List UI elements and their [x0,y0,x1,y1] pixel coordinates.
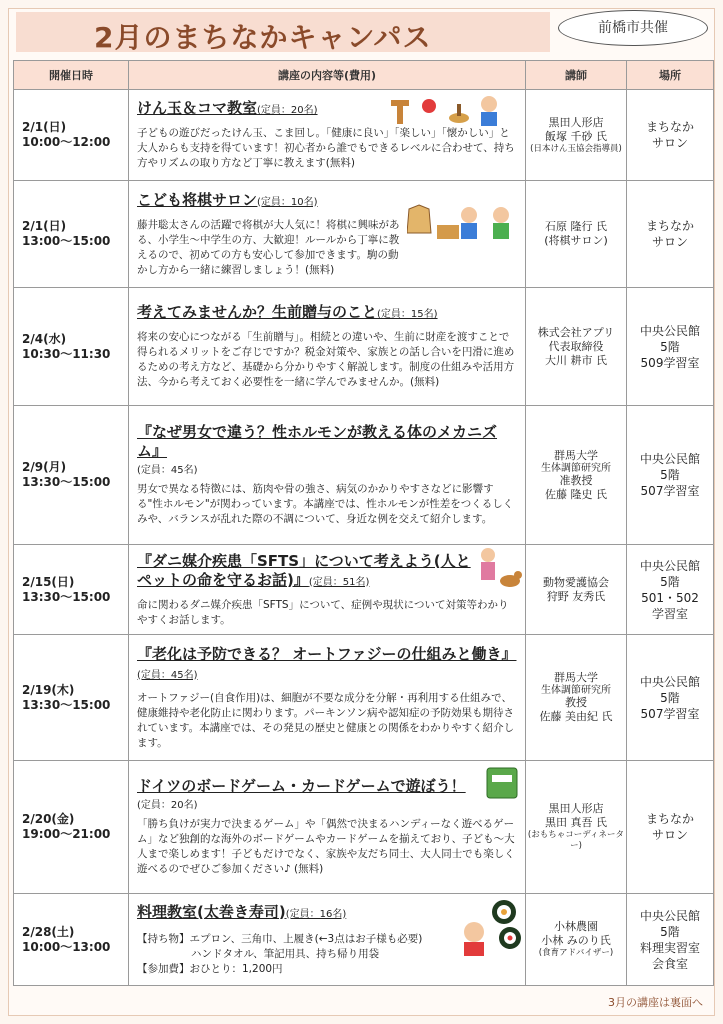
table-row [14,545,714,635]
date: 2/28(土) [22,924,75,939]
table-row [14,90,714,181]
course-fee: 【参加費】おひとり：1,200円 [137,962,283,975]
venue-line: 会食室 [651,956,688,971]
capacity: (定員：45名) [137,465,198,476]
venue-line: 507学習室 [640,706,700,721]
lecturer-name: 佐藤 隆史 氏 [545,487,607,501]
venue-line: サロン [651,828,688,842]
lecturer-org: (将棋サロン) [544,234,608,247]
course-description: 「勝ち負けが実力で決まるゲーム」や「偶然で決まるハンディーなく遊べるゲーム」など独創的な海外のボードゲームやカードゲームを揃えており、子ども〜大人まで楽しめます！子どもだけでなく、家族や友だち同士、大人同士でも楽しく遊べるのでぜひご参加ください♪ (無料) [137,818,515,875]
venue-cell [627,181,714,288]
date-cell [14,288,129,406]
lecturer-name: 狩野 友秀氏 [546,589,606,603]
lecturer-org: 黒田人形店 [548,115,604,129]
course-title: 料理教室(太巻き寿司) [137,902,286,921]
date: 2/19(木) [22,682,75,697]
sponsor-bubble: 前橋市共催 [558,10,708,46]
lecturer-cell [526,288,627,406]
course-description: 将来の安心につながる「生前贈与」。相続との違いや、生前に財産を渡すことで得られるメリットをご存じですか？税金対策や、家族との話し合いを円滑に進めるための考え方など、基礎から分かりやすく解説します。制度の仕組みや活用方法、今から考えておく必要性を一緒に学んでみませんか。(無料) [137,331,515,388]
lecturer-cell [526,181,627,288]
venue-line: 中央公民館 [639,908,700,923]
venue-cell [627,406,714,545]
venue-line: 501・502 [641,590,699,605]
venue-line: 料理実習室 [639,940,700,955]
venue-line: 5階 [660,574,680,589]
lecturer-name: 大川 耕市 氏 [545,353,607,367]
lecturer-cell [526,406,627,545]
venue-line: サロン [651,235,688,249]
lecturer-role: (日本けん玉協会指導員) [530,143,622,154]
content-cell [129,181,526,288]
lecturer-name: 飯塚 千砂 氏 [545,129,607,143]
content-cell [129,761,526,894]
venue-line: まちなか [645,120,694,134]
table-row [14,288,714,406]
venue-line: 中央公民館 [639,558,700,573]
course-description: ハンドタオル、筆記用具、持ち帰り用袋 [191,947,380,960]
venue-cell [627,90,714,181]
venue-line: 中央公民館 [639,674,700,689]
course-title: 『老化は予防できる？ オートファジーの仕組みと働き』 [137,644,517,663]
course-title: こども将棋サロン [137,190,258,209]
lecturer-role: (おもちゃコーディネーター) [527,830,625,851]
lecturer-cell [526,761,627,894]
venue-line: 507学習室 [640,484,700,498]
content-cell [129,894,526,986]
course-title: 『ダニ媒介疾患「SFTS」について考えよう(人とペットの命を守るお話)』 [137,551,471,589]
course-description: 子どもの遊びだったけん玉、こま回し。「健康に良い」「楽しい」「懐かしい」と大人からも支持を得ています！初心者から誰でもできるレベルに合わせて、持ち方やリズムの取り方など丁寧に教えます(無料) [137,127,515,169]
course-title: 『なぜ男女で違う？性ホルモンが教える体のメカニズム』 [137,423,498,460]
venue-cell [627,761,714,894]
lecturer-name: 黒田 真吾 氏 [545,816,607,829]
col-venue-header: 場所 [627,61,714,90]
venue-line: 5階 [660,924,680,939]
course-description: 藤井聡太さんの活躍で将棋が大人気に！将棋に興味がある、小学生〜中学生の方、大歓迎！ルールから丁寧に教えるので、初めての方も安心して参加できます。駒の動かし方から一緒に練習しましょう！(無料) [137,218,400,276]
date: 2/15(日) [22,574,75,589]
lecturer-role: 准教授 [559,473,593,487]
content-cell [129,406,526,545]
capacity: (定員：51名) [308,576,370,588]
table-row [14,635,714,761]
venue-line: 中央公民館 [639,452,700,466]
capacity: (定員：45名) [137,669,198,681]
course-title: 考えてみませんか？生前贈与のこと [137,303,378,321]
board-game-box-icon [484,765,520,801]
time: 13:00〜15:00 [22,234,111,248]
venue-line: 5階 [660,468,680,482]
lecturer-dept: 生体調節研究所 [541,462,611,474]
venue-cell [627,635,714,761]
lecturer-org: 小林農園 [554,920,598,933]
shogi-illustration-icon [407,203,517,245]
lecturer-dept: 生体調節研究所 [541,685,611,696]
table-row [14,761,714,894]
footer-note: 3月の講座は裏面へ [608,996,703,1009]
date: 2/1(日) [22,219,67,233]
venue-line: 学習室 [651,606,688,621]
content-cell [129,635,526,761]
lecturer-role: 代表取締役 [548,339,604,353]
venue-line: 中央公民館 [639,323,700,338]
schedule-table [13,60,714,986]
date-cell [14,181,129,288]
lecturer-role: (食育アドバイザー) [538,948,614,958]
capacity: (定員：15名) [377,309,438,320]
sushi-roll-icon [454,898,524,958]
col-lecturer-header: 講師 [526,61,627,90]
capacity: (定員：10名) [257,196,318,208]
venue-line: 509学習室 [640,355,700,370]
time: 13:30〜15:00 [22,589,111,604]
time: 13:30〜15:00 [22,697,111,712]
venue-line: 5階 [660,339,680,354]
kendama-illustration-icon [389,92,509,128]
course-description: オートファジー(自食作用)は、細胞が不要な成分を分解・再利用する仕組みで、健康維持や老化防止に関わります。パーキンソン病や認知症の予防効果も期待されています。本講座では、その発見の歴史と健康との関係をわかりやすく紹介します。 [137,691,515,749]
lecturer-cell [526,894,627,986]
time: 10:00〜13:00 [22,939,111,954]
content-cell [129,545,526,635]
lecturer-cell [526,90,627,181]
page-title: 2月のまちなかキャンパス [94,21,432,54]
date: 2/20(金) [22,812,75,826]
capacity: (定員：20名) [257,105,318,116]
lecturer-org: 黒田人形店 [548,802,604,815]
venue-line: サロン [651,136,688,150]
date-cell [14,635,129,761]
venue-cell [627,894,714,986]
lecturer-org: 動物愛護協会 [543,575,609,589]
date: 2/1(日) [22,120,67,134]
lecturer-name: 石原 隆行 氏 [545,220,607,233]
col-date-header: 開催日時 [14,61,129,90]
lecturer-cell [526,545,627,635]
venue-line: まちなか [645,812,694,826]
lecturer-org: 群馬大学 [554,448,598,462]
lecturer-org: 株式会社アプリ [537,325,615,339]
table-row [14,181,714,288]
table-row [14,894,714,986]
time: 19:00〜21:00 [22,827,111,841]
lecturer-name: 小林 みのり氏 [541,934,611,947]
capacity: (定員：20名) [137,800,198,811]
lecturer-cell [526,635,627,761]
lecturer-name: 佐藤 美由紀 氏 [539,710,613,723]
date: 2/4(水) [22,331,67,346]
venue-cell [627,288,714,406]
lecturer-org: 群馬大学 [554,671,598,684]
content-cell [129,90,526,181]
time: 10:30〜11:30 [22,346,111,361]
course-title: ドイツのボードゲーム・カードゲームで遊ぼう！ [137,777,466,795]
course-description: 【持ち物】エプロン、三角巾、上履き(←3点はお子様も必要) [137,932,423,945]
venue-line: 5階 [660,690,680,705]
capacity: (定員：16名) [285,908,347,920]
date: 2/9(月) [22,460,67,474]
time: 10:00〜12:00 [22,135,111,149]
date-cell [14,90,129,181]
course-description: 男女で異なる特徴には、筋肉や骨の強さ、病気のかかりやすさなどに影響する"性ホルモン"が関わっています。本講座では、性ホルモンが性差をつくるしくみや、バランスが乱れた際の不調について、身近な例を交えて紹介します。 [137,483,514,525]
venue-cell [627,545,714,635]
date-cell [14,406,129,545]
course-description: 命に関わるダニ媒介疾患「SFTS」について、症例や現状について対策等わかりやすくお話します。 [137,598,509,626]
date-cell [14,894,129,986]
time: 13:30〜15:00 [22,475,111,489]
table-header [14,61,714,90]
content-cell [129,288,526,406]
course-title: けん玉＆コマ教室 [137,99,258,117]
lecturer-role: 教授 [565,696,587,709]
venue-line: まちなか [645,219,694,233]
table-row [14,406,714,545]
date-cell [14,761,129,894]
person-with-dog-icon [474,547,522,591]
col-content-header: 講座の内容等(費用) [129,61,526,90]
date-cell [14,545,129,635]
